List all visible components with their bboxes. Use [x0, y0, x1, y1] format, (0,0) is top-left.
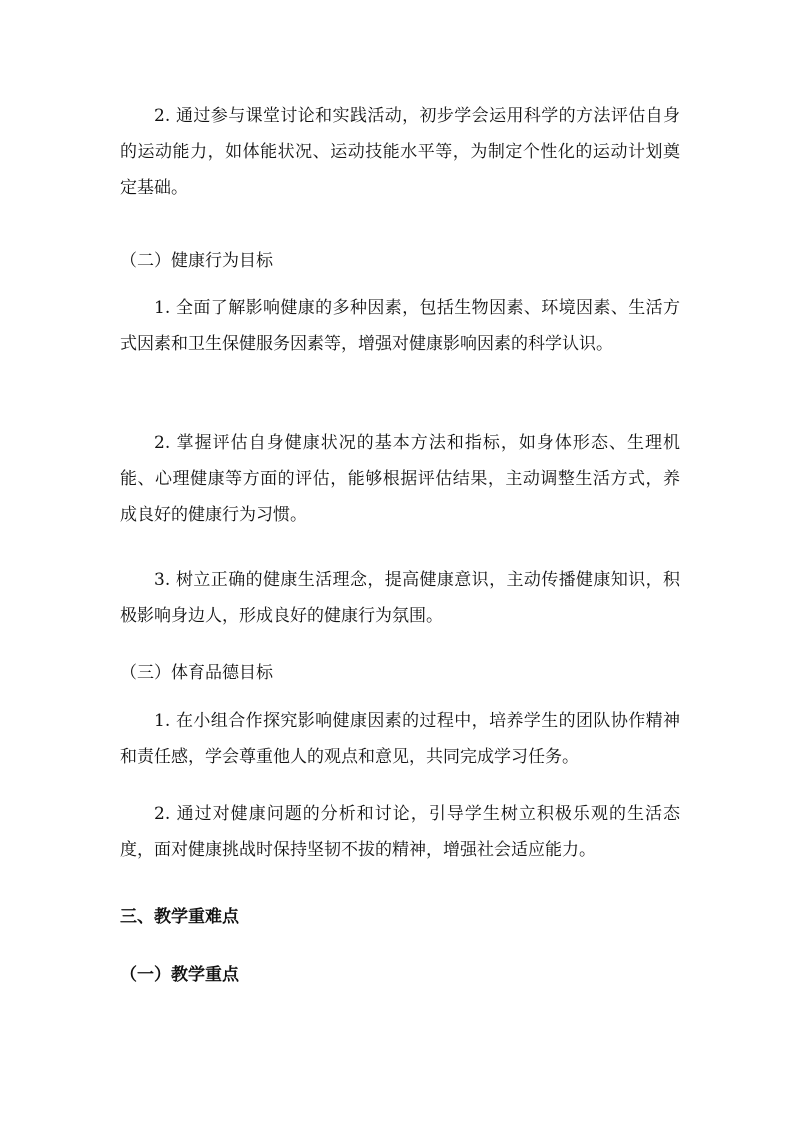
heading-teaching-key-points: （一）教学重点 [120, 965, 239, 985]
heading-sports-ethics-goals: （三）体育品德目标 [120, 663, 273, 683]
paragraph-health-assessment: 2. 掌握评估自身健康状况的基本方法和指标，如身体形态、生理机能、心理健康等方面的评估，能够根据评估结果，主动调整生活方式，养成良好的健康行为习惯。 [120, 433, 680, 525]
section-title-teaching-focus: 三、教学重难点 [120, 907, 239, 927]
paragraph-positive-attitude: 2. 通过对健康问题的分析和讨论，引导学生树立积极乐观的生活态度，面对健康挑战时保持坚韧不拔的精神，增强社会适应能力。 [120, 804, 680, 860]
paragraph-teamwork: 1. 在小组合作探究影响健康因素的过程中，培养学生的团队协作精神和责任感，学会尊重他人的观点和意见，共同完成学习任务。 [120, 711, 680, 767]
paragraph-health-concept: 3. 树立正确的健康生活理念，提高健康意识，主动传播健康知识，积极影响身边人，形成良好的健康行为氛围。 [120, 570, 680, 626]
paragraph-health-factors: 1. 全面了解影响健康的多种因素，包括生物因素、环境因素、生活方式因素和卫生保健服务因素等，增强对健康影响因素的科学认识。 [120, 298, 680, 354]
heading-health-behavior-goals: （二）健康行为目标 [120, 251, 273, 271]
paragraph-motor-ability-assessment: 2. 通过参与课堂讨论和实践活动，初步学会运用科学的方法评估自身的运动能力，如体能状况、运动技能水平等，为制定个性化的运动计划奠定基础。 [120, 106, 680, 198]
